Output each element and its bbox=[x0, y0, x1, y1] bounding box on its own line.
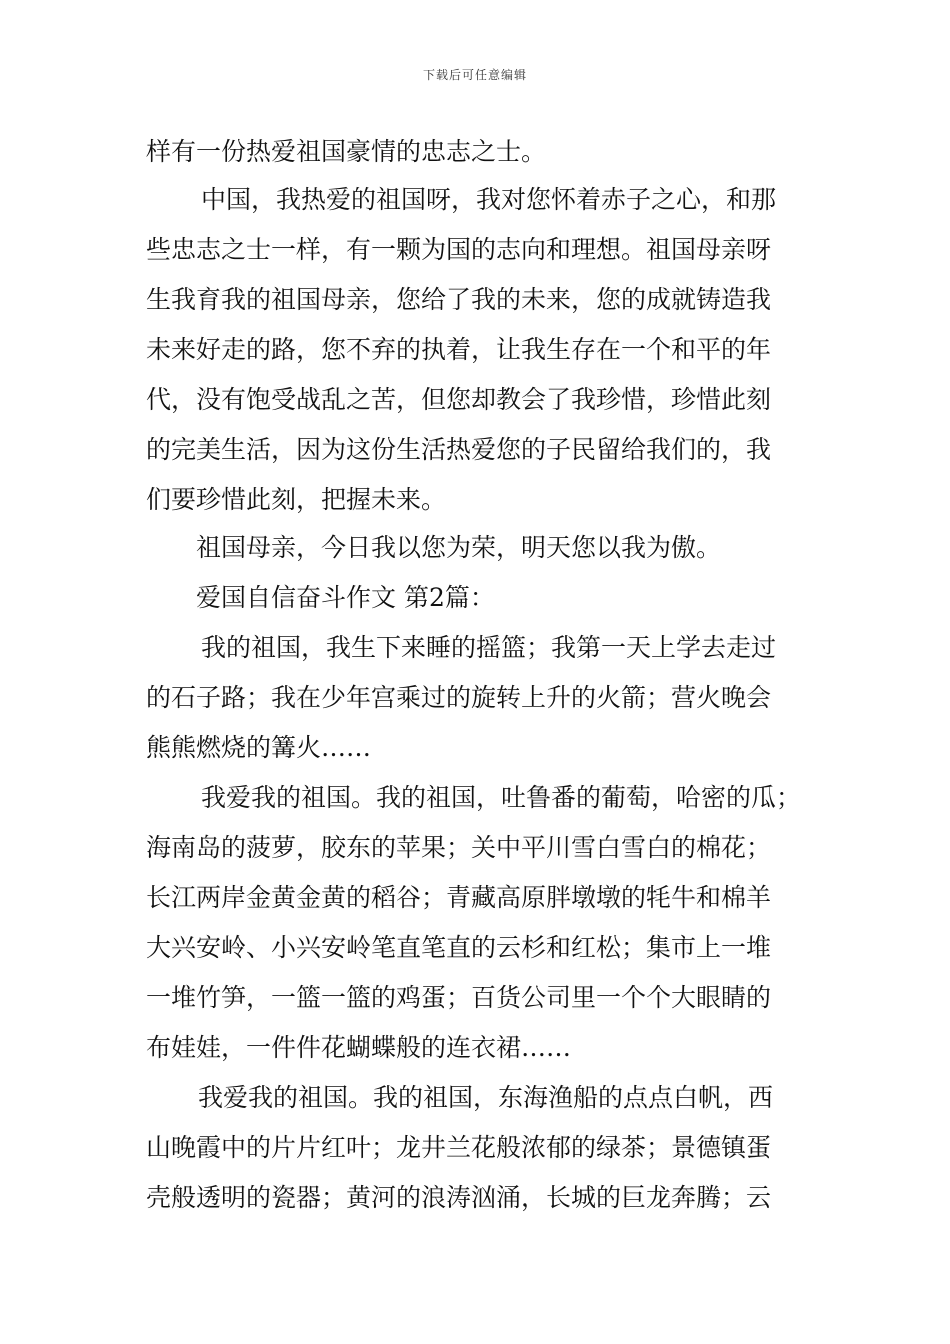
section-heading: 爱国自信奋斗作文 第2篇： bbox=[196, 583, 495, 612]
text-line: 的石子路；我在少年宫乘过的旋转上升的火箭；营火晚会 bbox=[146, 683, 772, 712]
text-line: 中国，我热爱的祖国呀，我对您怀着赤子之心，和那 bbox=[201, 185, 777, 214]
text-line: 些忠志之士一样，有一颗为国的志向和理想。祖国母亲呀 bbox=[146, 235, 772, 264]
text-line: 生我育我的祖国母亲，您给了我的未来，您的成就铸造我 bbox=[146, 285, 772, 314]
text-line: 我的祖国，我生下来睡的摇篮；我第一天上学去走过 bbox=[201, 633, 777, 662]
text-line: 熊熊燃烧的篝火…… bbox=[146, 733, 372, 762]
page-header: 下载后可任意编辑 bbox=[422, 68, 527, 82]
text-line: 一堆竹笋，一篮一篮的鸡蛋；百货公司里一个个大眼睛的 bbox=[146, 983, 772, 1012]
text-line: 大兴安岭、小兴安岭笔直笔直的云杉和红松；集市上一堆 bbox=[146, 933, 772, 962]
text-line: 海南岛的菠萝，胶东的苹果；关中平川雪白雪白的棉花； bbox=[146, 833, 772, 862]
text-line: 长江两岸金黄金黄的稻谷；青藏高原胖墩墩的牦牛和棉羊 bbox=[146, 883, 772, 912]
text-line: 壳般透明的瓷器；黄河的浪涛汹涌，长城的巨龙奔腾；云 bbox=[146, 1183, 772, 1212]
text-line: 代，没有饱受战乱之苦，但您却教会了我珍惜，珍惜此刻 bbox=[146, 385, 772, 414]
text-line: 我爱我的祖国。我的祖国，东海渔船的点点白帆，西 bbox=[198, 1083, 774, 1112]
text-line: 山晚霞中的片片红叶；龙井兰花般浓郁的绿茶；景德镇蛋 bbox=[146, 1133, 772, 1162]
text-line: 们要珍惜此刻，把握未来。 bbox=[146, 485, 447, 514]
text-line: 布娃娃，一件件花蝴蝶般的连衣裙…… bbox=[146, 1033, 572, 1062]
text-line: 未来好走的路，您不弃的执着，让我生存在一个和平的年 bbox=[146, 335, 772, 364]
text-line: 样有一份热爱祖国豪情的忠志之士。 bbox=[146, 137, 547, 166]
text-line: 我爱我的祖国。我的祖国，吐鲁番的葡萄，哈密的瓜； bbox=[201, 783, 802, 812]
text-line: 的完美生活，因为这份生活热爱您的子民留给我们的，我 bbox=[146, 435, 772, 464]
text-line: 祖国母亲，今日我以您为荣，明天您以我为傲。 bbox=[196, 533, 722, 562]
